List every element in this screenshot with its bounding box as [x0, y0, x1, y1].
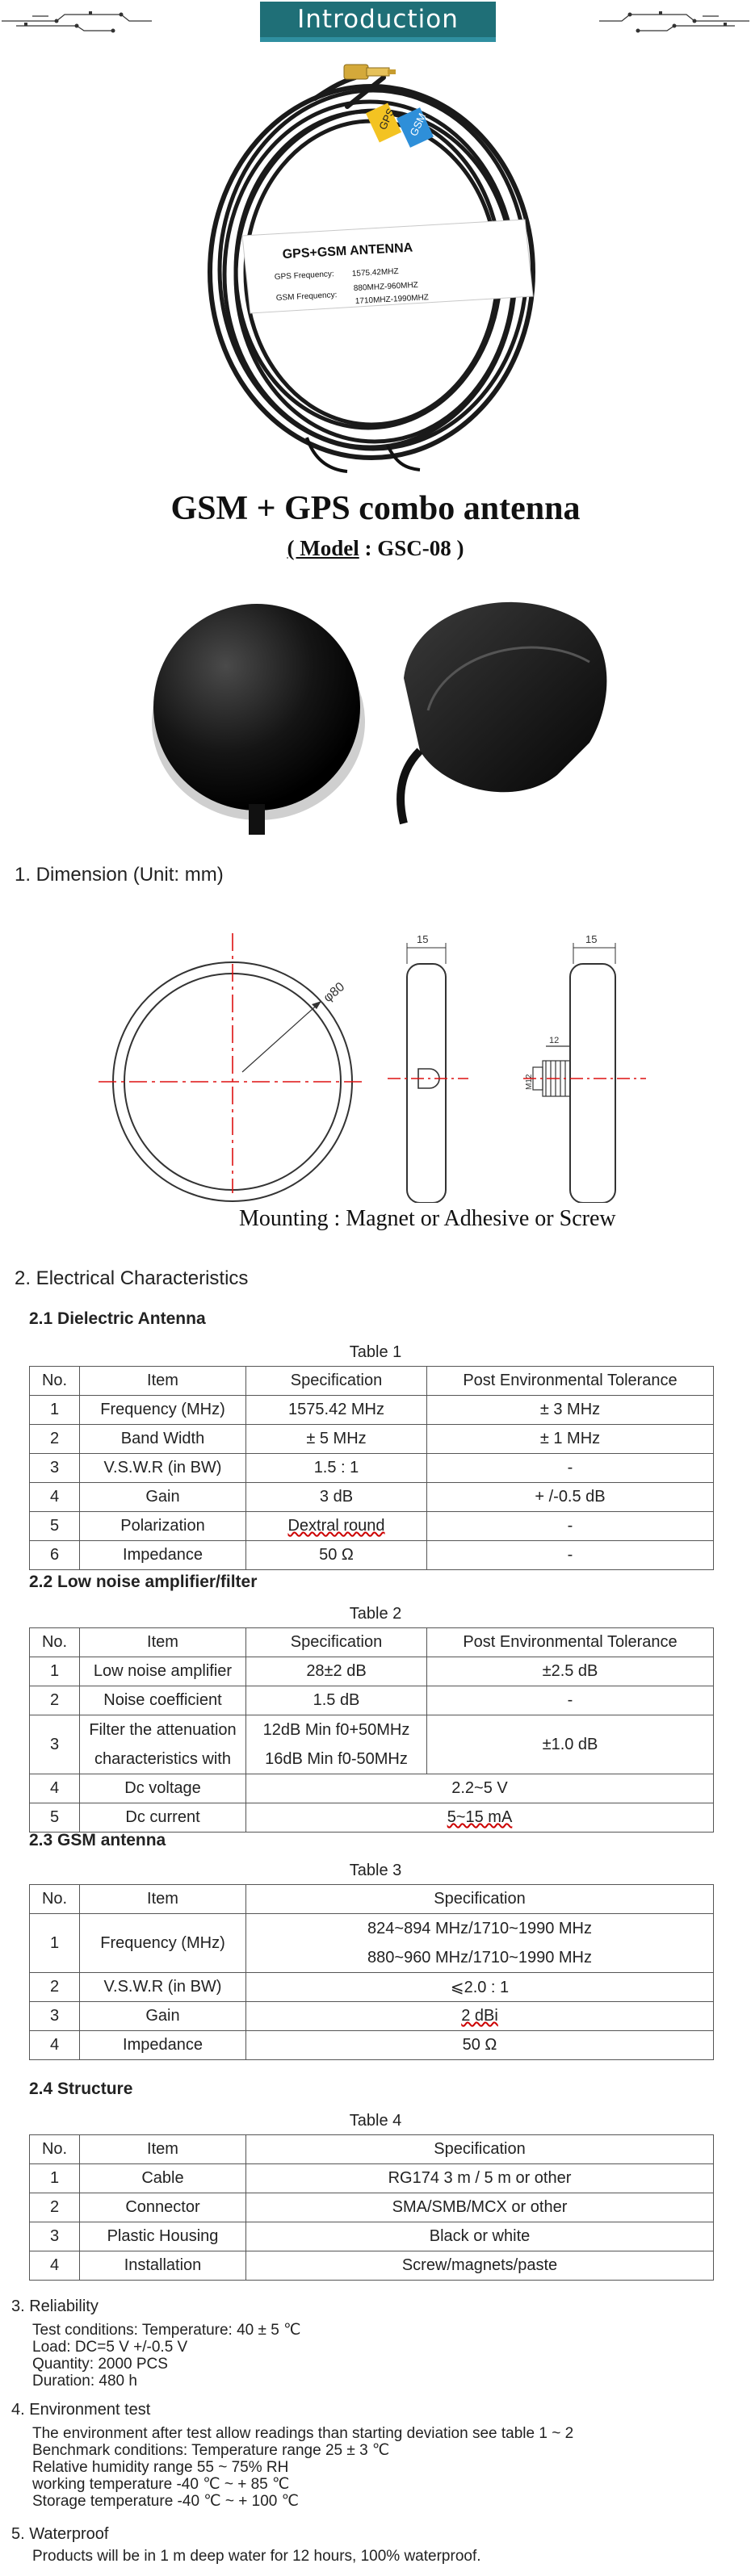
table-cell: 3	[30, 2222, 80, 2251]
table-cell: Frequency (MHz)	[80, 1914, 246, 1973]
table-row	[30, 1973, 714, 2002]
table-cell: Band Width	[80, 1425, 246, 1454]
table-3-caption: Table 3	[349, 1862, 402, 1879]
table-cell: Dc current	[80, 1803, 246, 1833]
table-header-row	[30, 1367, 714, 1396]
table-header-row	[30, 2135, 714, 2164]
waterproof-text	[32, 2548, 481, 2565]
text-line: Products will be in 1 m deep water for 12 hours, 100% waterproof.	[32, 2548, 481, 2565]
product-model	[0, 536, 751, 561]
gsm-heading: 2.3 GSM antenna	[29, 1831, 166, 1849]
label-gps-value: 1575.42MHZ	[351, 266, 399, 279]
lna-heading: 2.2 Low noise amplifier/filter	[29, 1573, 258, 1591]
table-cell: ± 1 MHz	[427, 1425, 714, 1454]
table-cell	[80, 1715, 246, 1774]
table-cell: 50 Ω	[246, 2031, 714, 2060]
table-cell: -	[427, 1541, 714, 1570]
header-cell: Specification	[246, 1367, 427, 1396]
table-2-caption: Table 2	[349, 1605, 402, 1623]
table-cell: Impedance	[80, 1541, 246, 1570]
table-cell: ±1.0 dB	[427, 1715, 714, 1774]
header-cell: Item	[80, 1367, 246, 1396]
table-cell: -	[427, 1454, 714, 1483]
model-prefix: ( Model	[287, 536, 359, 560]
header-bar	[0, 0, 751, 48]
header-cell: Post Environmental Tolerance	[427, 1628, 714, 1657]
table-cell: 5	[30, 1803, 80, 1833]
table-row	[30, 1483, 714, 1512]
table-cell: 3 dB	[246, 1483, 427, 1512]
cell-line: characteristics with	[94, 1750, 231, 1768]
table-cell: 3	[30, 1715, 80, 1774]
table-1	[29, 1366, 714, 1570]
header-cell: Item	[80, 2135, 246, 2164]
width-label-1: 15	[417, 933, 429, 945]
table-cell: 2	[30, 2193, 80, 2222]
top-view-drawing	[99, 933, 363, 1201]
section-banner: Introduction	[260, 2, 496, 42]
header-cell: Specification	[246, 2135, 714, 2164]
table-cell: 2.2~5 V	[246, 1774, 714, 1803]
sma-connector-icon	[344, 65, 396, 79]
side-view-drawing	[388, 933, 468, 1203]
table-cell: 4	[30, 2251, 80, 2281]
header-cell: Post Environmental Tolerance	[427, 1367, 714, 1396]
label-gsm-value-2: 1710MHZ-1990MHZ	[355, 293, 430, 306]
table-cell: -	[427, 1512, 714, 1541]
text-line: Storage temperature -40 ℃ ~ + 100 ℃	[32, 2493, 299, 2510]
connector-width-label: 12	[549, 1036, 560, 1045]
table-cell: 50 Ω	[246, 1541, 427, 1570]
table-2	[29, 1627, 714, 1833]
text-line: working temperature -40 ℃ ~ + 85 ℃	[32, 2476, 290, 2493]
table-row	[30, 1686, 714, 1715]
header-cell: Item	[80, 1885, 246, 1914]
header-cell: No.	[30, 1367, 80, 1396]
table-cell	[246, 1715, 427, 1774]
text-line: Quantity: 2000 PCS	[32, 2356, 168, 2373]
cell-line: 12dB Min f0+50MHz	[262, 1721, 410, 1739]
table-cell: SMA/SMB/MCX or other	[246, 2193, 714, 2222]
table-cell: 1575.42 MHz	[246, 1396, 427, 1425]
table-cell: 4	[30, 2031, 80, 2060]
cell-line: 880~960 MHz/1710~1990 MHz	[367, 1949, 592, 1967]
header-cell: Item	[80, 1628, 246, 1657]
table-row	[30, 1715, 714, 1774]
label-gsm-key: GSM Frequency:	[275, 291, 338, 303]
puck-side-photo	[396, 589, 614, 831]
table-row	[30, 2251, 714, 2281]
header-cell: No.	[30, 1628, 80, 1657]
table-row	[30, 1512, 714, 1541]
table-row	[30, 1541, 714, 1570]
table-4-caption: Table 4	[349, 2112, 402, 2130]
table-cell: 3	[30, 2002, 80, 2031]
table-row	[30, 1396, 714, 1425]
table-1-caption: Table 1	[349, 1343, 402, 1361]
gps-tag-label: GPS	[376, 106, 397, 132]
table-cell: 28±2 dB	[246, 1657, 427, 1686]
puck-top-photo	[145, 593, 380, 835]
table-cell: Screw/magnets/paste	[246, 2251, 714, 2281]
table-cell: -	[427, 1686, 714, 1715]
table-cell: 4	[30, 1774, 80, 1803]
table-cell: Dc voltage	[80, 1774, 246, 1803]
table-cell: Gain	[80, 1483, 246, 1512]
table-cell: + /-0.5 dB	[427, 1483, 714, 1512]
header-cell: No.	[30, 1885, 80, 1914]
table-cell: Cable	[80, 2164, 246, 2193]
table-cell: Low noise amplifier	[80, 1657, 246, 1686]
table-cell: Impedance	[80, 2031, 246, 2060]
header-cell: Specification	[246, 1885, 714, 1914]
label-title: GPS+GSM ANTENNA	[282, 241, 413, 262]
table-cell: Frequency (MHz)	[80, 1396, 246, 1425]
environment-text	[32, 2425, 573, 2510]
connector-height-label: M12	[525, 1074, 534, 1090]
table-cell: Dextral round	[246, 1512, 427, 1541]
table-row	[30, 1657, 714, 1686]
table-row	[30, 1803, 714, 1833]
table-cell: Black or white	[246, 2222, 714, 2251]
text-line: Relative humidity range 55 ~ 75% RH	[32, 2459, 289, 2476]
label-gps-key: GPS Frequency:	[274, 270, 334, 282]
table-cell: Noise coefficient	[80, 1686, 246, 1715]
product-title: GSM + GPS combo antenna	[170, 490, 581, 527]
table-header-row	[30, 1885, 714, 1914]
table-row	[30, 1774, 714, 1803]
text-line: Benchmark conditions: Temperature range 25 ± 3 ℃	[32, 2442, 390, 2459]
cell-line: Filter the attenuation	[89, 1721, 237, 1739]
table-cell: RG174 3 m / 5 m or other	[246, 2164, 714, 2193]
dielectric-heading: 2.1 Dielectric Antenna	[29, 1309, 206, 1328]
electrical-heading: 2. Electrical Characteristics	[15, 1267, 249, 1289]
table-cell: 1	[30, 1914, 80, 1973]
table-cell: ±2.5 dB	[427, 1657, 714, 1686]
side-view-connector-drawing	[523, 933, 646, 1203]
table-cell: Plastic Housing	[80, 2222, 246, 2251]
table-3	[29, 1884, 714, 2060]
circuit-decoration-left	[0, 6, 153, 39]
structure-heading: 2.4 Structure	[29, 2080, 133, 2098]
table-cell: 2	[30, 1973, 80, 2002]
table-cell	[246, 1914, 714, 1973]
spec-label-card	[242, 220, 533, 313]
text-line: The environment after test allow readings than starting deviation see table 1 ~ 2	[32, 2425, 574, 2442]
table-cell: Installation	[80, 2251, 246, 2281]
dimension-drawing	[97, 928, 646, 1203]
table-cell: 2	[30, 1686, 80, 1715]
table-cell: ± 5 MHz	[246, 1425, 427, 1454]
table-row	[30, 2164, 714, 2193]
table-row	[30, 1425, 714, 1454]
table-cell: Polarization	[80, 1512, 246, 1541]
table-cell: 6	[30, 1541, 80, 1570]
table-4	[29, 2134, 714, 2281]
table-cell: 3	[30, 1454, 80, 1483]
header-cell: Specification	[246, 1628, 427, 1657]
text-line: Duration: 480 h	[32, 2373, 137, 2390]
table-row	[30, 2193, 714, 2222]
cable-antenna-photo	[194, 58, 557, 478]
table-cell: 2	[30, 1425, 80, 1454]
table-cell: 5	[30, 1512, 80, 1541]
reliability-text	[32, 2322, 300, 2390]
cell-line: 824~894 MHz/1710~1990 MHz	[367, 1920, 592, 1937]
table-row	[30, 1914, 714, 1973]
table-cell: 1	[30, 1396, 80, 1425]
table-cell: ± 3 MHz	[427, 1396, 714, 1425]
table-row	[30, 1454, 714, 1483]
text-line: Load: DC=5 V +/-0.5 V	[32, 2339, 188, 2356]
table-row	[30, 2031, 714, 2060]
table-cell: 1.5 : 1	[246, 1454, 427, 1483]
table-header-row	[30, 1628, 714, 1657]
table-cell: Gain	[80, 2002, 246, 2031]
waterproof-heading: 5. Waterproof	[11, 2525, 109, 2543]
text-line: Test conditions: Temperature: 40 ± 5 ℃	[32, 2322, 301, 2339]
table-cell: 1	[30, 1657, 80, 1686]
table-row	[30, 2002, 714, 2031]
table-cell: ⩽2.0 : 1	[246, 1973, 714, 2002]
label-gsm-value-1: 880MHZ-960MHZ	[353, 280, 419, 293]
diameter-label: φ80	[321, 979, 348, 1006]
gsm-tag-label: GSM	[407, 111, 429, 138]
cell-line: 16dB Min f0-50MHz	[265, 1750, 408, 1768]
table-cell: Connector	[80, 2193, 246, 2222]
table-cell: 4	[30, 1483, 80, 1512]
header-cell: No.	[30, 2135, 80, 2164]
mounting-caption: Mounting : Magnet or Adhesive or Screw	[239, 1206, 616, 1231]
model-value: : GSC-08 )	[364, 536, 464, 560]
table-row	[30, 2222, 714, 2251]
table-cell: 5~15 mA	[246, 1803, 714, 1833]
table-cell: 1	[30, 2164, 80, 2193]
table-cell: 1.5 dB	[246, 1686, 427, 1715]
dimension-heading: 1. Dimension (Unit: mm)	[15, 864, 224, 886]
environment-heading: 4. Environment test	[11, 2401, 151, 2419]
width-label-2: 15	[585, 933, 598, 945]
table-cell: V.S.W.R (in BW)	[80, 1454, 246, 1483]
table-cell: V.S.W.R (in BW)	[80, 1973, 246, 2002]
table-cell: 2 dBi	[246, 2002, 714, 2031]
circuit-decoration-right	[598, 6, 751, 39]
reliability-heading: 3. Reliability	[11, 2297, 99, 2315]
